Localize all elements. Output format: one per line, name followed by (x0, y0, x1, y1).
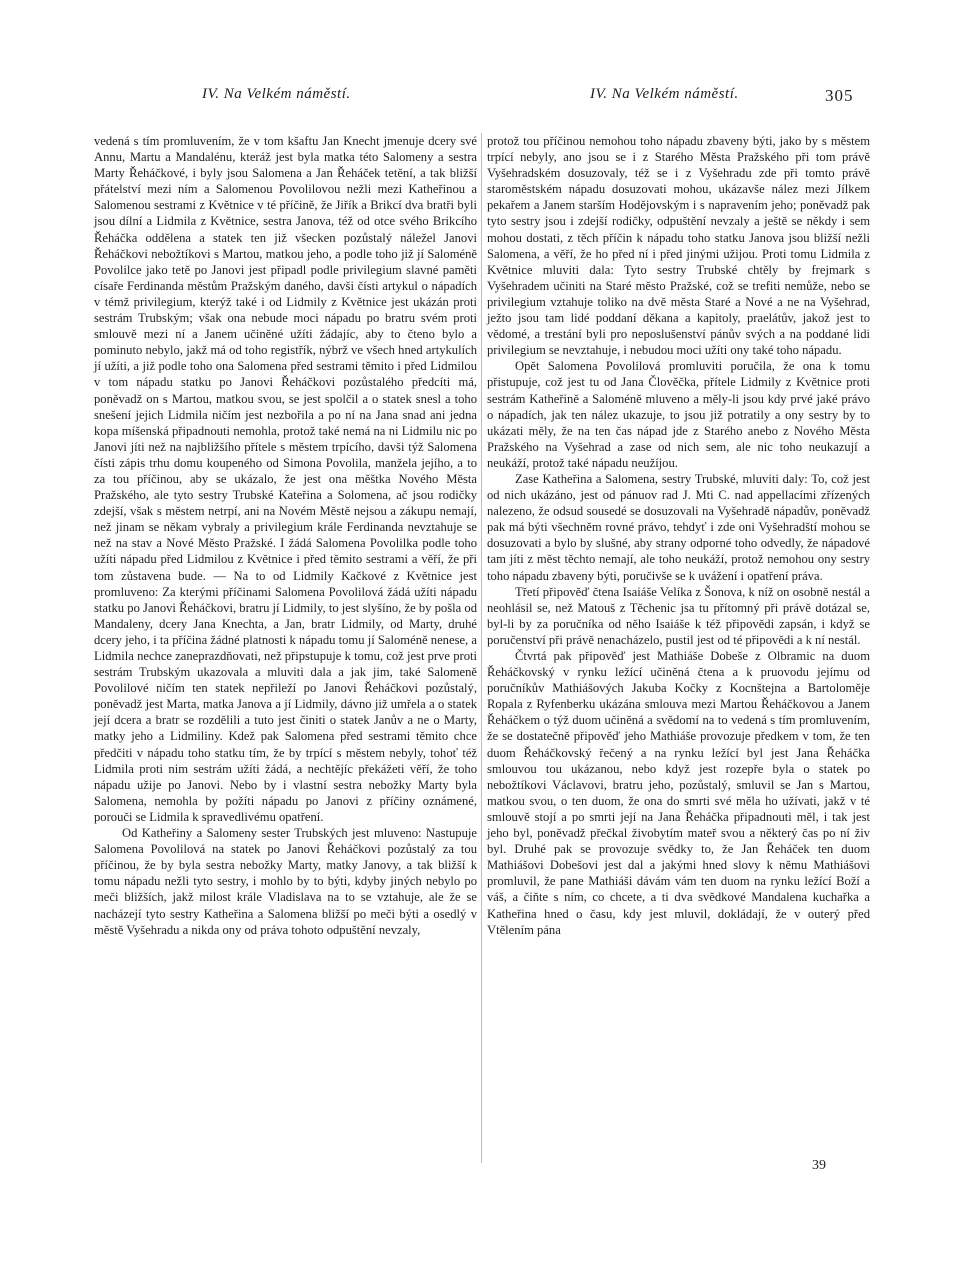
running-head-right: IV. Na Velkém náměstí. (590, 86, 739, 102)
running-head-left: IV. Na Velkém náměstí. (202, 86, 351, 102)
right-text-column (487, 133, 870, 938)
paragraph: Třetí připověď čtena Isaiáše Velíka z Šonova, k níž on osobně nestál a neohlásil se, než Matouš z Těchenic jsa tu přítomný při právě dotázal se, byl-li by za poručníka od něho Isaiáše k též připovědi zapsán, i když se poručenství při právě nenacházelo, pustil jest od té připovědi a k ní nestál. (487, 584, 870, 647)
paragraph: vedená s tím promluvením, že v tom kšaftu Jan Knecht jmenuje dcery své Annu, Martu a Mandalénu, kteráž jest byla matka této Salomeny a sestra Marty Řeháčkové, i byly jsou Salomena a Jan Řeháček tetění, a tak bližší přátelství mezi ním a Salomenou Povolilovou nežli mezi Katheřinou a Salomenou sestrami z Květnice v té příčině, že Jiřík a Brikcí dva bratři byli jsou dílní a Lidmila z Květnice, sestra Janova, též od otce svého Brikcího Řeháčka oddělena a statek ten již všecken pozůstalý náležel Janovi Řeháčkovi nebožtíkovi s Martou, matkou jeho, a podle toho již jí Saloméně Povolilce jako tetě po Janovi jest připadl podle privilegium slavné paměti císaře Ferdinanda městům Pražským daného, davši čísti artykul o nápadích v témž privilegium, kterýž také i od Lidmily z Květnice jest ukázán proti sestrám Trubským; však ona nebude moci nápadu po bratru svém proti smlouvě mezi ní a Janem učiněné užíti žádajíc, aby to čteno bylo a pominuto nebylo, jakž má od toho registřík, nýbrž ve všech hned artykulích jí užíti, a již podle toho ona Salomena před sestrami těmito i před Lidmilou v tom nápadu statku po Janovi Řeháčkovi pozůstalého předcíti má, poněvadž on s Martou, matkou svou, se jest spolčil a o statek snesl a toho snešení jejich Lidmila ničím jest nezbořila a po ní na Jana snad ani jedna kopa míšenská připadnouti nemohla, protož také nemá na ni Lidmilu nic po Janovi jíti než na najbližšího přítele s městem trpícího, davši týž Salomena čísti zápis trhu domu koupeného od Simona Povolila, manžela jejího, a to za tou příčinou, aby se ukázalo, že jest ona měštka Nového Města Pražského, ale tyto sestry Trubské Kateřina a Solomena, ač jsou rodičky zdejší, však s městem netrpí, ani na Novém Městě nejsou a zákupu nemají, než jinam se někam vybraly a privilegium krále Ferdinanda nevztahuje se než na stav a Nové Město Pražské. I žádá Salomena Povolilka podle toho užíti nápadu před Lidmilou z Květnice i před těmito sestrami a věří, že při tom zůstavena bude. — Na to od Lidmily Kačkové z Květnice jest promluveno: Za kterými příčinami Salomena Povolilová žádá užíti nápadu statku po Janovi Řeháčkovi, bratru jí Lidmily, to jest slyšíno, že by pošla od Mandaleny, dcery Jana Knechta, a Jan, bratr Lidmily, od Marty, druhé dcery jeho, i ta příčina žádné platnosti k nápadu tomu jí Saloméně nenese, a Lidmila nechce zaneprazdňovati, než připstupuje k tomu, což jest prve proti sestrám Trubským ukazovala a mluviti dala a jak jim, také Salomeně Povolilové ničím ten statek nepřileží po Janovi Řeháčkovi pozůstalý, poněvadž jest Marta, matka Janova a jí Lidmily, dávno již umřela a o statek její dcera a bratr se rozdělili a tuto jest činiti o statek Janův a ne o Marty, matky jeho a Lidmiliny. Kdež pak Salomena před sestrami těmito chce předčiti v nápadu toho statku tím, že by trpící s městem nebyly, tohoť též Lidmila proti nim sestrám užíti žádá, a nechtějíc překážeti věří, že toho nápadu užije po Janovi. Nebo by i vlastní sestra nebožky Marty byla Salomena, nemohla by požíti nápadu po Janovi z příčiny oznámené, porouči se Lidmila k spravedlivému opatření. (94, 134, 477, 824)
paragraph: Čtvrtá pak připověď jest Mathiáše Dobeše z Olbramic na duom Řeháčkovský v rynku ležící učiněná čtena a k pruovodu jejímu od poručníkův Mathiášových Jakuba Kočky z Kocnštejna a Bartoloměje Ropala z Ryfenberku ukázána smlouva mezi Martou Řeháčkovou a Janem Řeháčkem o týž duom učiněná a svědomí na to vedená s tím promluvením, že se dostatečně připověď jeho Mathiáše provozuje předkem v tom, že ten duom Řeháčkovský řečený a na rynku ležící byl jest Jana Řeháčka smlouvou tou ukázanou, nebo když jest rozepře byla o statek po nebožtíkovi Václavovi, bratru jeho, pozůstalý, smluvil se Jan s Martou, matkou svou, o ten duom, že ona do smrti své měla ho užívati, jakž v té smlouvě stojí a po smrti její na Jana Řeháčka připadnouti měl, i tak jest jeho byl, poněvadž přečkal živobytím mateř svou a některý čas po ní živ byl. Druhé pak se provozuje svědky to, že Jan Řeháček ten duom Mathiášovi Dobešovi jest dal a jakými hned slovy k němu Mathiášovi promluvil, že pane Mathiáši dávám vám ten duom na rynku ležící Boží a váš, a čiňte s ním, co chcete, a ti dva svědkové Mandalena kuchařka a Katheřina hned o času, kdy jest mluvil, dokládají, že v outerý před Vtělením pána (487, 649, 870, 937)
signature-mark: 39 (812, 1158, 826, 1173)
column-divider (481, 133, 482, 1163)
paragraph: Opět Salomena Povolilová promluviti poručila, že ona k tomu přistupuje, což jest tu od Jana Člověčka, přítele Lidmily z Květnice proti sestrám Katheřině a Saloméně mluveno a měly-li jsou kdy prvé jaké právo o nápadích, jak ten nález ukazuje, to jsou již potratily a ony sestry by to ukázati měly, že na ten čas nápad jde z Starého anebo z Nového Města Pražského na Vyšehrad a zase od nich sem, ale nic toho neukazují a neukáží, protož také nápadu neužíjou. (487, 359, 870, 470)
paragraph: protož tou příčinou nemohou toho nápadu zbaveny býti, jako by s městem trpící nebyly, ano jsou se i z Starého Města Pražského při tom právě Vyšehradském dosuzovaly, též se i z Vyšehradu zde při tomto právě staroměstském nápadu dosuzovati mohou, ukázavše nález mezi Jílkem pekařem a Janem starším Hodějovským i s napravením jeho; poněvadž pak tyto sestry jsou i zdejší rodičky, odpuštění nevzaly a ještě se někdy i sem mohou dostati, z těch příčin k nápadu toho statku Janova jsou bližší nežli Salomena, a věří, že ho před ní i před jinými užijou. Proti tomu Lidmila z Květnice mluviti dala: Tyto sestry Trubské chtěly by frejmark s Vyšehradem učiniti na Staré město Pražské, což se trefiti nemůže, nebo se privilegium vztahuje toliko na dvě města Staré a Nové a ne na Vyšehrad, ježto jsou tam lidé poddaní děkana a kapitoly, praelátův, jakož jest to vědomé, a trestání byli pro neposlušenství pánův svých a na poddané lidi privilegium se nevztahuje, i nebudou moci užíti ony také toho nápadu. (487, 134, 870, 358)
paragraph: Od Katheřiny a Salomeny sester Trubských jest mluveno: Nastupuje Salomena Povolilová na statek po Janovi Řeháčkovi pozůstalý za tou příčinou, že by byla sestra nebožky Marty, matky Janovy, a tak bližší k tomu nápadu nežli tyto sestry, i mohlo by to býti, kdyby jiných nebylo po meči bližších, jakž milost krále Vladislava na to se vztahuje, ale že se nacházejí tyto sestry Katheřina a Salomena bližší po meči býti a osedlý v městě Vyšehradu a nikda ony od práva tohoto odpuštění nevzaly, (94, 826, 477, 937)
page-number: 305 (825, 86, 854, 105)
paragraph: Zase Katheřina a Salomena, sestry Trubské, mluviti daly: To, což jest od nich ukázáno, jest od pánuov rad J. Mti C. nad appellacími zřízených nalezeno, že odsud sousedé se dosuzovali na Vyšehradě nápadův, poněvadž pak má býti všechněm rovné právo, tehdyť i zde oni Vyšehradští mohou se dosuzovati a bylo by slušné, aby strany odporné toho odvedly, že nápadové tam jíti z měst těchto nemají, ale toho neukáží, protož nemohou ony sestry toho nápadu zbaveny býti, poručivše se k uvážení i opatření práva. (487, 471, 870, 583)
left-text-column (94, 133, 477, 938)
